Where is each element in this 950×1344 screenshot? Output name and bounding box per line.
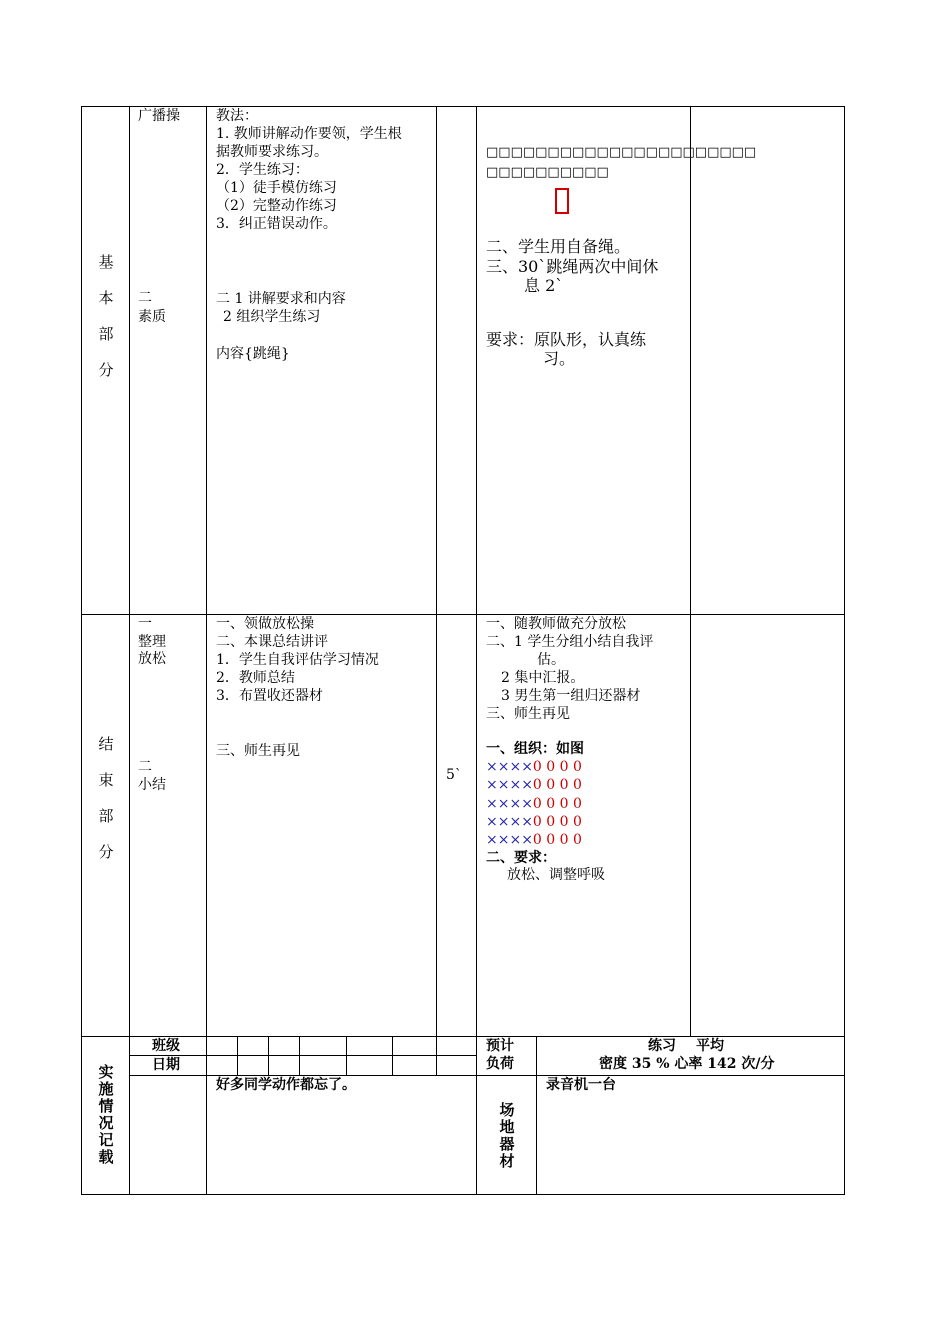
grid-cell-line <box>237 1055 238 1075</box>
cooldown-label: 整理 <box>138 634 166 650</box>
content-line: 1．学生自我评估学习情况 <box>216 652 379 668</box>
content-line: 一、领做放松操 <box>216 616 314 632</box>
date-label: 日期 <box>152 1057 180 1073</box>
org-line: 二、学生用自备绳。 <box>486 237 631 256</box>
formation-crosses: ×××× <box>486 759 533 775</box>
formation-crosses: ×××× <box>486 814 533 830</box>
col-divider <box>436 106 437 1055</box>
method-line: 内容{跳绳} <box>216 346 290 362</box>
col-divider <box>690 106 691 1036</box>
end-section-label: 结 束 部 分 <box>98 735 114 861</box>
col-divider <box>129 106 130 1195</box>
duration: 5` <box>446 767 462 783</box>
item-number: 二 <box>138 290 152 306</box>
org-line: 三、30`跳绳两次中间休 <box>486 257 659 276</box>
content-line: 三、师生再见 <box>216 743 300 759</box>
grid-cell-line <box>268 1055 269 1075</box>
section-divider <box>81 1036 845 1037</box>
class-label: 班级 <box>152 1038 180 1054</box>
formation-row <box>486 776 582 794</box>
section-divider <box>81 614 845 615</box>
formation-crosses: ×××× <box>486 832 533 848</box>
formation-circles: 0 0 0 0 <box>532 777 582 793</box>
load-label: 负荷 <box>486 1056 514 1072</box>
garbled-text: □□□□□□□□□□□□□□□□□□□□□□ <box>486 145 757 160</box>
grid-cell-line <box>436 1055 437 1075</box>
load-label: 预计 <box>486 1038 514 1054</box>
table-right-border <box>844 106 845 1195</box>
org-requirement: 习。 <box>543 349 576 368</box>
formation-circles: 0 0 0 0 <box>532 832 582 848</box>
formation-circles: 0 0 0 0 <box>532 796 582 812</box>
grid-cell-line <box>392 1055 393 1075</box>
class-date-divider <box>129 1055 476 1056</box>
basic-section-label: 基 本 部 分 <box>98 253 114 379</box>
org-line: 3 男生第一组归还器材 <box>501 688 641 704</box>
formation-row <box>486 758 582 776</box>
method-line: （1）徒手模仿练习 <box>216 180 337 196</box>
load-values: 密度 35 % 心率 142 次/分 <box>599 1056 775 1072</box>
item-number: 二 <box>138 759 152 775</box>
table-top-border <box>81 106 845 107</box>
method-line: 据教师要求练习。 <box>216 144 328 160</box>
formation-crosses: ×××× <box>486 777 533 793</box>
org-line: 息 2` <box>524 276 564 295</box>
load-header: 练习 平均 <box>648 1038 724 1054</box>
table-left-border <box>81 106 82 1195</box>
formation-row <box>486 813 582 831</box>
grid-cell-line <box>392 1036 393 1055</box>
cooldown-label: 放松 <box>138 651 166 667</box>
formation-circles: 0 0 0 0 <box>532 814 582 830</box>
formation-title: 一、组织：如图 <box>486 741 584 757</box>
col-divider <box>476 106 477 1195</box>
implementation-note: 好多同学动作都忘了。 <box>216 1077 356 1093</box>
grid-cell-line <box>237 1036 238 1055</box>
method-line: 2．学生练习： <box>216 162 309 178</box>
quality-label: 素质 <box>138 309 166 325</box>
method-line: 2 组织学生练习 <box>223 309 321 325</box>
grid-cell-line <box>268 1036 269 1055</box>
formation-row <box>486 831 582 849</box>
method-line: 二 1 讲解要求和内容 <box>216 291 346 307</box>
content-line: 3．布置收还器材 <box>216 688 323 704</box>
formation-circles: 0 0 0 0 <box>532 759 582 775</box>
method-line: 1. 教师讲解动作要领，学生根 <box>216 126 402 142</box>
col-divider <box>206 106 207 1195</box>
requirement-text: 放松、调整呼吸 <box>507 867 605 883</box>
org-line: 估。 <box>537 652 565 668</box>
garbled-text: □□□□□□□□□□ <box>486 165 609 180</box>
grid-cell-line <box>346 1055 347 1075</box>
method-title: 教法： <box>216 108 258 124</box>
org-line: 一、随教师做充分放松 <box>486 616 626 632</box>
org-line: 2 集中汇报。 <box>501 670 585 686</box>
broadcast-exercise-label: 广播操 <box>138 108 180 124</box>
org-line: 三、师生再见 <box>486 706 570 722</box>
col-divider <box>536 1036 537 1195</box>
formation-crosses: ×××× <box>486 796 533 812</box>
grid-cell-line <box>299 1055 300 1075</box>
summary-label: 小结 <box>138 777 166 793</box>
requirement-title: 二、要求： <box>486 850 556 866</box>
formation-row <box>486 795 582 813</box>
content-line: 二、本课总结讲评 <box>216 634 328 650</box>
equipment-text: 录音机一台 <box>546 1077 616 1093</box>
org-line: 二、1 学生分组小结自我评 <box>486 634 654 650</box>
org-requirement: 要求：原队形，认真练 <box>486 330 647 349</box>
venue-equipment-label: 场 地 器 材 <box>499 1101 515 1170</box>
missing-glyph-box <box>555 188 569 214</box>
grid-cell-line <box>299 1036 300 1055</box>
table-bottom-border <box>81 1194 845 1195</box>
item-number: 一 <box>138 616 152 632</box>
content-line: 2．教师总结 <box>216 670 295 686</box>
method-line: 3．纠正错误动作。 <box>216 216 337 232</box>
method-line: （2）完整动作练习 <box>216 198 337 214</box>
implementation-record-label: 实 施 情 况 记 载 <box>98 1063 114 1166</box>
grid-cell-line <box>346 1036 347 1055</box>
